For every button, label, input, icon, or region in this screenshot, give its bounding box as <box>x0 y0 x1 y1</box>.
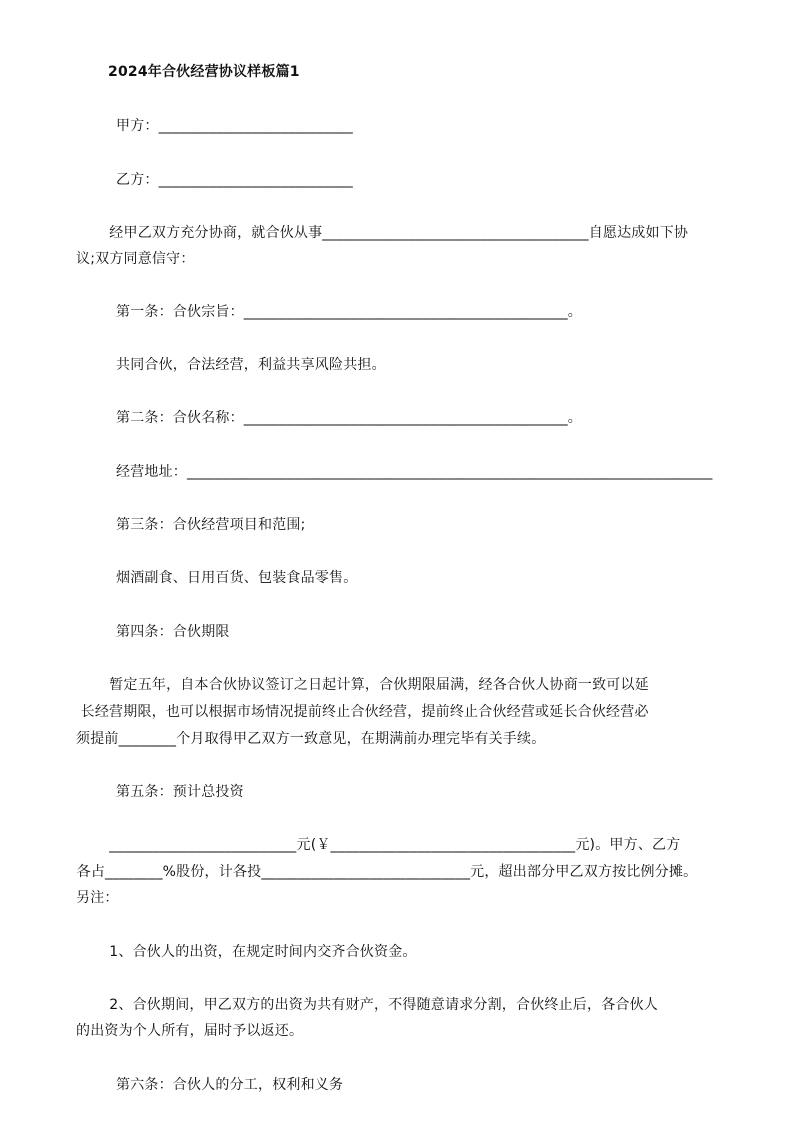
article-1-heading: 第一条：合伙宗旨：_____________________________________________。 <box>116 304 582 320</box>
article-3-heading: 第三条：合伙经营项目和范围; <box>116 517 306 533</box>
article-1-content: 共同合伙，合法经营，利益共享风险共担。 <box>116 357 386 373</box>
note-item-2-line-2: 的出资为个人所有，届时予以返还。 <box>76 1023 304 1039</box>
article-4-paragraph-line-1: 暂定五年，自本合伙协议签订之日起计算，合伙期限届满，经各合伙人协商一致可以延 <box>100 677 649 693</box>
article-4-paragraph-line-2: 长经营期限，也可以根据市场情况提前终止合伙经营，提前终止合伙经营或延长合伙经营必 <box>76 704 649 720</box>
article-5-paragraph-line-1: __________________________元(￥__________________________________元)。甲方、乙方 <box>100 837 681 853</box>
party-a-line: 甲方：___________________________ <box>116 118 353 134</box>
party-b-line: 乙方：___________________________ <box>116 172 353 188</box>
article-6-heading: 第六条：合伙人的分工，权利和义务 <box>116 1077 344 1093</box>
note-label: 另注： <box>76 890 119 906</box>
article-4-paragraph-line-3: 须提前________个月取得甲乙双方一致意见，在期满前办理完毕有关手续。 <box>76 731 546 747</box>
note-item-2-line-1: 2、合伙期间，甲乙双方的出资为共有财产，不得随意请求分割，合伙终止后，各合伙人 <box>100 997 659 1013</box>
article-5-heading: 第五条：预计总投资 <box>116 784 244 800</box>
article-3-content: 烟酒副食、日用百货、包装食品零售。 <box>116 570 358 586</box>
note-item-1: 1、合伙人的出资，在规定时间内交齐合伙资金。 <box>100 944 417 960</box>
document-title: 2024年合伙经营协议样板篇1 <box>108 64 300 80</box>
intro-paragraph-line-2: 议;双方同意信守： <box>76 251 195 267</box>
article-4-heading: 第四条：合伙期限 <box>116 624 230 640</box>
business-address-line: 经营地址：_________________________________________________________________________ <box>116 464 713 480</box>
article-2-heading: 第二条：合伙名称：_____________________________________________。 <box>116 410 582 426</box>
intro-paragraph-line-1: 经甲乙双方充分协商，就合伙从事_____________________________________自愿达成如下协 <box>100 225 689 241</box>
article-5-paragraph-line-2: 各占________%股份，计各投_____________________________元，超出部分甲乙双方按比例分摊。 <box>72 864 698 880</box>
